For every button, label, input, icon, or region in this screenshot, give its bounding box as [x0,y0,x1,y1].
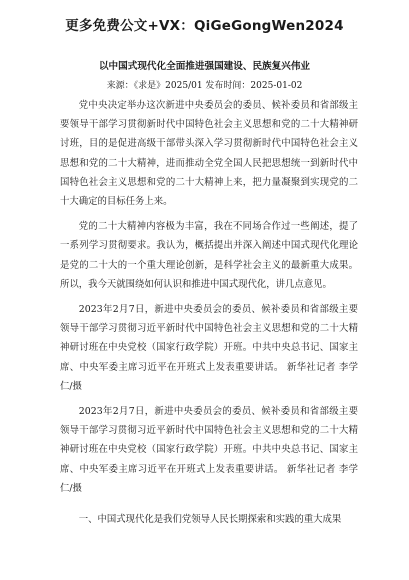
photo-caption-1: 2023年2月7日，新进中央委员会的委员、候补委员和省部级主要领导干部学习贯彻习近平新时代中国特色社会主义思想和党的二十大精神研讨班在中央党校（国家行政学院）开班。中共中央总书记、国家主席、中央军委主席习近平在开班式上发表重要讲话。 新华社记者 李学仁/摄 [60,304,358,392]
article-title: 以中国式现代化全面推进强国建设、民族复兴伟业 [98,61,311,72]
photo-caption-2: 2023年2月7日，新进中央委员会的委员、候补委员和省部级主要领导干部学习贯彻习近平新时代中国特色社会主义思想和党的二十大精神研讨班在中央党校（国家行政学院）开班。中共中央总书记、国家主席、中央军委主席习近平在开班式上发表重要讲话。 新华社记者 李学仁/摄 [60,406,358,494]
paragraph-2: 党的二十大精神内容极为丰富，我在不同场合作过一些阐述，提了一系列学习贯彻要求。我认为，概括提出并深入阐述中国式现代化理论是党的二十大的一个重大理论创新，是科学社会主义的最新重大成果。所以，我今天就围绕如何认识和推进中国式现代化，讲几点意见。 [60,221,358,290]
promo-banner: 更多免费公文+VX：QiGeGongWen2024 [65,18,344,34]
article-meta: 来源：《求是》2025/01 发布时间：2025-01-02 [106,81,303,91]
paragraph-1: 党中央决定举办这次新进中央委员会的委员、候补委员和省部级主要领导干部学习贯彻新时代中国特色社会主义思想和党的二十大精神研讨班，目的是促进高级干部带头深入学习贯彻新时代中国特色社会主义思想和党的二十大精神，进而推动全党全国人民把思想统一到新时代中国特色社会主义思想和党的二十大精神上来，把力量凝聚到实现党的二十大确定的目标任务上来。 [60,100,358,208]
section-heading: 一、中国式现代化是我们党领导人民长期探索和实践的重大成果 [78,514,342,526]
article-body [60,96,358,535]
